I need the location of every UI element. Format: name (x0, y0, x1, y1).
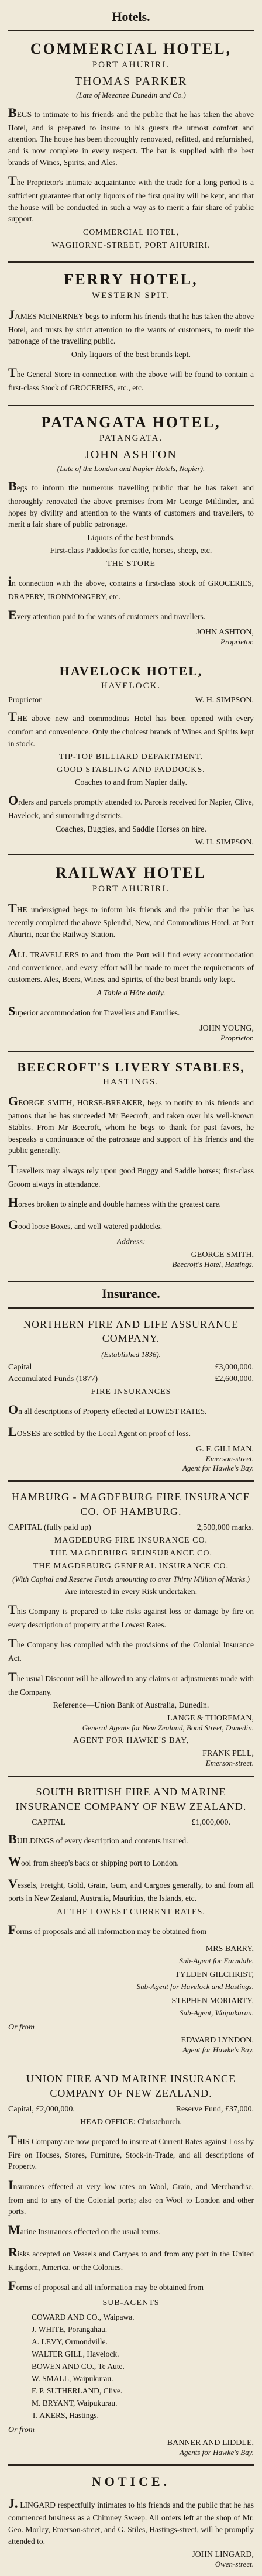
commercial-title: COMMERCIAL HOTEL, (30, 40, 232, 57)
beecroft-body-2: Travellers may always rely upon good Buggy and Saddle horses; first-class Groom always in attendance. (8, 1161, 254, 1189)
northern-signature-role: Emerson-street. (205, 1454, 254, 1464)
union-agent-list (8, 2311, 254, 2422)
union-main-agent (8, 2438, 254, 2457)
south-british-capital-value: £1,000,000. (191, 1818, 230, 1827)
union-reserve-label: Reserve Fund, £37,000. (175, 2105, 254, 2114)
patangata-proprietor: JOHN ASHTON (85, 448, 177, 462)
northern-signature-agent: Agent for Hawke's Bay. (182, 1464, 254, 1473)
ad-notice (8, 2464, 254, 2576)
south-british-agent-name: MRS BARRY, (205, 1944, 254, 1953)
union-body-2: Insurances effected at very low rates on Wool, Grain, and Merchandise, from and to any of the Colonial ports; also on Wool to London and other ports. (8, 2177, 254, 2216)
patangata-location: PATANGATA. (99, 434, 163, 444)
list-item: J. WHITE, Porangahau. (32, 2325, 108, 2334)
union-main-agent-name: BANNER AND LIDDLE, (167, 2438, 254, 2447)
havelock-line-4: Coaches, Buggies, and Saddle Horses on hire. (56, 825, 206, 834)
railway-signature-name: JOHN YOUNG, (199, 1023, 254, 1033)
notice-signature (8, 2550, 254, 2569)
union-body-5: Forms of proposal and all information may be obtained from (8, 2278, 204, 2293)
northern-body-1: On all descriptions of Property effected at LOWEST RATES. (8, 1402, 207, 1417)
commercial-body-2: The Proprietor's intimate acquaintance with the trade for a long period is a sufficient guarantee that only liquors of the first quality will be kept, and that the house will be conducted in such a way as to merit a fair share of public support. (8, 173, 254, 224)
patangata-body-3: First-class Paddocks for cattle, horses, sheep, etc. (50, 546, 212, 555)
hamburg-note: (With Capital and Reserve Funds amounting to over Thirty Million of Marks.) (12, 1574, 250, 1584)
hamburg-agent-label: AGENT FOR HAWKE'S BAY, (73, 1736, 189, 1746)
ferry-location: WESTERN SPIT. (91, 290, 171, 300)
hamburg-heading-2: THE MAGDEBURG REINSURANCE CO. (50, 1548, 212, 1558)
beecroft-body-1: GEORGE SMITH, HORSE-BREAKER, begs to notify to his friends and patrons that he has succeeded Mr Beecroft, and taken over his well-known Stables. From Mr Beecroft, whom he begs to thank for past favors, he bespeaks a continuance of the patronage and support of his friends and the public generally. (8, 1093, 254, 1155)
havelock-signature: W. H. SIMPSON. (195, 837, 254, 847)
list-item: T. AKERS, Hastings. (32, 2410, 99, 2420)
south-british-agent-list (8, 1943, 254, 2019)
commercial-location: PORT AHURIRI. (92, 60, 170, 70)
northern-note: (Established 1836). (101, 1350, 161, 1359)
hamburg-signature (8, 1749, 254, 1768)
hamburg-managers-role: General Agents for New Zealand, Bond Street, Dunedin. (82, 1723, 254, 1733)
patangata-store-heading: THE STORE (106, 559, 156, 568)
havelock-location: HAVELOCK. (101, 681, 161, 691)
northern-funds-label: Accumulated Funds (1877) (8, 1375, 98, 1384)
northern-capital-label: Capital (8, 1363, 32, 1372)
hamburg-heading-3: THE MAGDEBURG GENERAL INSURANCE CO. (33, 1561, 229, 1571)
union-body-4: Risks accepted on Vessels and Cargoes to and from any port in the United Kingdom, America, or the Colonies. (8, 2244, 254, 2272)
northern-funds-value: £2,600,000. (215, 1375, 254, 1384)
hamburg-capital-value: 2,500,000 marks. (196, 1523, 254, 1532)
havelock-proprietor-label: Proprietor (8, 696, 42, 705)
south-british-capital-row (8, 1818, 254, 1828)
northern-funds-row (8, 1375, 254, 1384)
railway-body-2: ALL TRAVELLERS to and from the Port will find every accommodation and convenience, and every effort will be made to meet the requirements of customers. Ales, Beers, Wines, and Spirits, of the best brands only kept. (8, 945, 254, 984)
beecroft-body-4: Good loose Boxes, and well watered paddocks. (8, 1217, 163, 1232)
havelock-proprietor-name: W. H. SIMPSON. (195, 696, 254, 705)
patangata-signature-role: Proprietor. (220, 637, 254, 647)
ad-havelock-hotel (8, 654, 254, 854)
section-title-insurance: Insurance. (8, 1280, 254, 1301)
patangata-body-1: Begs to inform the numerous travelling public that he has taken and thoroughly renovated the above premises from Mr George Mildinder, and hopes by civility and attention to the wants of customers and travellers, to merit a fair share of public patronage. (8, 479, 254, 529)
beecroft-signature-name: GEORGE SMITH, (191, 1250, 254, 1259)
south-british-body-2: Wool from sheep's back or shipping port to London. (8, 1853, 179, 1869)
railway-signature-role: Proprietor. (220, 1033, 254, 1042)
northern-heading: FIRE INSURANCES (91, 1387, 171, 1397)
hamburg-body-4: The usual Discount will be allowed to any claims or adjustments made with the Company. (8, 1669, 254, 1696)
south-british-or-from: Or from (8, 2023, 35, 2032)
notice-signature-role: Owen-street. (215, 2560, 254, 2569)
ferry-title: FERRY HOTEL, (64, 270, 198, 288)
beecroft-location: HASTINGS. (103, 1077, 159, 1087)
railway-body-1: THE undersigned begs to inform his friends and the public that he has recently completed the above Splendid, New, and Commodious Hotel, at Port Ahuriri, near the Railway Station. (8, 900, 254, 939)
railway-location: PORT AHURIRI. (92, 884, 170, 894)
hamburg-body-2: This Company is prepared to take risks against loss or damage by fire on every description of property at the Lowest Rates. (8, 1602, 254, 1629)
beecroft-address-label: Address: (116, 1237, 146, 1246)
hamburg-body-1: Are interested in every Risk undertaken. (64, 1587, 198, 1596)
commercial-body-1: BEGS to intimate to his friends and the public that he has taken the above Hotel, and is prepared to insure to his guests the utmost comfort and attention. The house has been thoroughly renovated, refitted, and refurnished, and is now complete in every respect. The bar is supplied with the best brands of Wines, Spirits, and Ales. (8, 105, 254, 167)
south-british-main-agent-name: EDWARD LYNDON, (181, 2036, 254, 2045)
notice-title: NOTICE. (91, 2474, 171, 2489)
beecroft-signature-role: Beecroft's Hotel, Hastings. (172, 1259, 254, 1269)
south-british-body-5: Forms of proposals and all information may be obtained from (8, 1922, 207, 1938)
list-item: WALTER GILL, Havelock. (32, 2350, 119, 2359)
northern-capital-row (8, 1363, 254, 1372)
list-item: A. LEVY, Ormondville. (32, 2337, 108, 2347)
havelock-body-1: THE above new and commodious Hotel has been opened with every comfort and convenience. Only the choicest brands of Wines and Spirits kept in stock. (8, 709, 254, 748)
hamburg-managers (8, 1714, 254, 1733)
havelock-proprietor-row (8, 696, 254, 705)
commercial-footer-name: COMMERCIAL HOTEL, (82, 228, 180, 237)
ad-northern-insurance (8, 1307, 254, 1480)
patangata-body-4: Every attention paid to the wants of customers and travellers. (8, 607, 206, 623)
south-british-agent-name: TYLDEN GILCHRIST, (174, 1970, 254, 1980)
list-item: COWARD AND CO., Waipawa. (32, 2313, 135, 2322)
hamburg-body-3: The Company has complied with the provisions of the Colonial Insurance Act. (8, 1636, 254, 1663)
south-british-body-4: AT THE LOWEST CURRENT RATES. (57, 1908, 205, 1917)
ad-ferry-hotel (8, 261, 254, 404)
south-british-main-agent (8, 2036, 254, 2055)
list-item: F. P. SUTHERLAND, Clive. (32, 2386, 123, 2395)
ferry-body-2: Only liquors of the best brands kept. (71, 350, 191, 359)
south-british-agent-role: Sub-Agent for Farndale. (179, 1956, 254, 1965)
south-british-capital-label: CAPITAL (32, 1818, 66, 1827)
list-item: BOWEN AND CO., Te Aute. (32, 2361, 125, 2371)
patangata-title: PATANGATA HOTEL, (41, 414, 221, 431)
northern-signature-name: G. F. GILLMAN, (196, 1445, 254, 1454)
patangata-note: (Late of the London and Napier Hotels, Napier). (57, 464, 205, 473)
northern-capital-value: £3,000,000. (215, 1363, 254, 1372)
beecroft-signature (8, 1251, 254, 1269)
ad-hamburg-insurance (8, 1480, 254, 1775)
south-british-title: SOUTH BRITISH FIRE AND MARINE INSURANCE COMPANY OF NEW ZEALAND. (15, 1786, 247, 1812)
patangata-signature-name: JOHN ASHTON, (196, 628, 254, 637)
list-item: W. SMALL, Waipukurau. (32, 2374, 113, 2383)
south-british-main-agent-role: Agent for Hawke's Bay. (182, 2045, 254, 2055)
union-capital-label: Capital, £2,000,000. (8, 2105, 75, 2114)
union-title: UNION FIRE AND MARINE INSURANCE COMPANY OF NEW ZEALAND. (26, 2073, 236, 2099)
hamburg-signature-name: FRANK PELL, (202, 1749, 254, 1758)
commercial-footer-address: WAGHORNE-STREET, PORT AHURIRI. (51, 241, 211, 250)
beecroft-title: BEECROFT'S LIVERY STABLES, (17, 1059, 245, 1074)
havelock-line-1: TIP-TOP BILLIARD DEPARTMENT. (58, 753, 204, 762)
havelock-title: HAVELOCK HOTEL, (59, 664, 203, 679)
union-body-1: THIS Company are now prepared to insure at Current Rates against Loss by Fire on Houses, Stores, Furniture, Stock-in-Trade, and all descriptions of Property. (8, 2132, 254, 2171)
ad-beecroft-stables (8, 1050, 254, 1276)
ad-union-insurance (8, 2062, 254, 2464)
notice-signature-name: JOHN LINGARD, (192, 2550, 254, 2560)
south-british-agent-role: Sub-Agent, Waipukurau. (180, 2008, 254, 2017)
hamburg-reference: Reference—Union Bank of Australia, Dunedin. (53, 1701, 209, 1711)
south-british-body-3: Vessels, Freight, Gold, Grain, Gum, and Cargoes generally, to and from all ports in New Zealand, Australia, Mauritius, the Islands, etc. (8, 1876, 254, 1903)
commercial-note: (Late of Meeanee Dunedin and Co.) (76, 91, 186, 99)
ad-railway-hotel (8, 854, 254, 1050)
union-head-office: HEAD OFFICE: Christchurch. (80, 2118, 182, 2127)
union-body-3: Marine Insurances effected on the usual terms. (8, 2223, 161, 2238)
railway-signature (8, 1024, 254, 1043)
hamburg-heading-1: MAGDEBURG FIRE INSURANCE CO. (54, 1536, 208, 1545)
ferry-body-1: JAMES McINERNEY begs to inform his friends that he has taken the above Hotel, and trusts by strict attention to the wants of customers, to merit the patronage of the travelling public. (8, 307, 254, 346)
list-item (8, 1969, 254, 1993)
northern-title: NORTHERN FIRE AND LIFE ASSURANCE COMPANY. (23, 1318, 239, 1345)
railway-line-1: A Table d'Hôte daily. (96, 988, 166, 998)
section-title-hotels: Hotels. (112, 9, 150, 24)
commercial-proprietor: THOMAS PARKER (74, 75, 188, 88)
union-main-agent-role: Agents for Hawke's Bay. (180, 2447, 254, 2457)
ferry-body-3: The General Store in connection with the above will be found to contain a first-class Stock of GROCERIES, etc., etc. (8, 365, 254, 392)
hamburg-capital-row (8, 1523, 254, 1533)
railway-title: RAILWAY HOTEL (56, 864, 206, 881)
south-british-agent-role: Sub-Agent for Havelock and Hastings. (136, 1982, 254, 1991)
hamburg-signature-role: Emerson-street. (205, 1758, 254, 1768)
hamburg-capital-label: CAPITAL (fully paid up) (8, 1523, 91, 1532)
patangata-body-2: Liquors of the best brands. (87, 533, 175, 542)
union-or-from: Or from (8, 2425, 35, 2434)
railway-body-3: Superior accommodation for Travellers and Families. (8, 1003, 180, 1018)
south-british-agent-name: STEPHEN MORIARTY, (171, 1996, 254, 2005)
list-item (8, 1943, 254, 1967)
ad-patangata-hotel (8, 404, 254, 654)
patangata-signature (8, 628, 254, 647)
hamburg-title: HAMBURG - MAGDEBURG FIRE INSURANCE CO. OF HAMBURG. (11, 1491, 251, 1517)
notice-body-1: J. LINGARD respectfully intimates to his friends and the public that he has commenced business as a Chimney Sweep. All orders left at the shop of Mr. Geo. Morley, Emerson-street, and G. Stiles, Hastings-street, will be promptly attended to. (8, 2495, 254, 2546)
patangata-store-body: in connection with the above, contains a first-class stock of GROCERIES, DRAPERY, IRONMONGERY, etc. (8, 573, 254, 601)
havelock-line-2: GOOD STABLING AND PADDOCKS. (57, 765, 205, 775)
havelock-line-3: Coaches to and from Napier daily. (75, 778, 187, 788)
list-item: M. BRYANT, Waipukurau. (32, 2398, 118, 2407)
havelock-body-2: Orders and parcels promptly attended to. Parcels received for Napier, Clive, Havelock, and surrounding districts. (8, 793, 254, 820)
northern-signature (8, 1445, 254, 1473)
south-british-body-1: BUILDINGS of every description and contents insured. (8, 1831, 188, 1846)
union-capital-row (8, 2105, 254, 2114)
ad-commercial-hotel (8, 30, 254, 261)
northern-body-2: LOSSES are settled by the Local Agent on proof of loss. (8, 1424, 191, 1440)
beecroft-body-3: Horses broken to single and double harness with the greatest care. (8, 1195, 221, 1210)
list-item (8, 1995, 254, 2019)
union-sub-heading: SUB-AGENTS (102, 2299, 160, 2308)
hamburg-managers-name: LANGE & THOREMAN, (167, 1714, 254, 1723)
ad-south-british-insurance (8, 1775, 254, 2062)
